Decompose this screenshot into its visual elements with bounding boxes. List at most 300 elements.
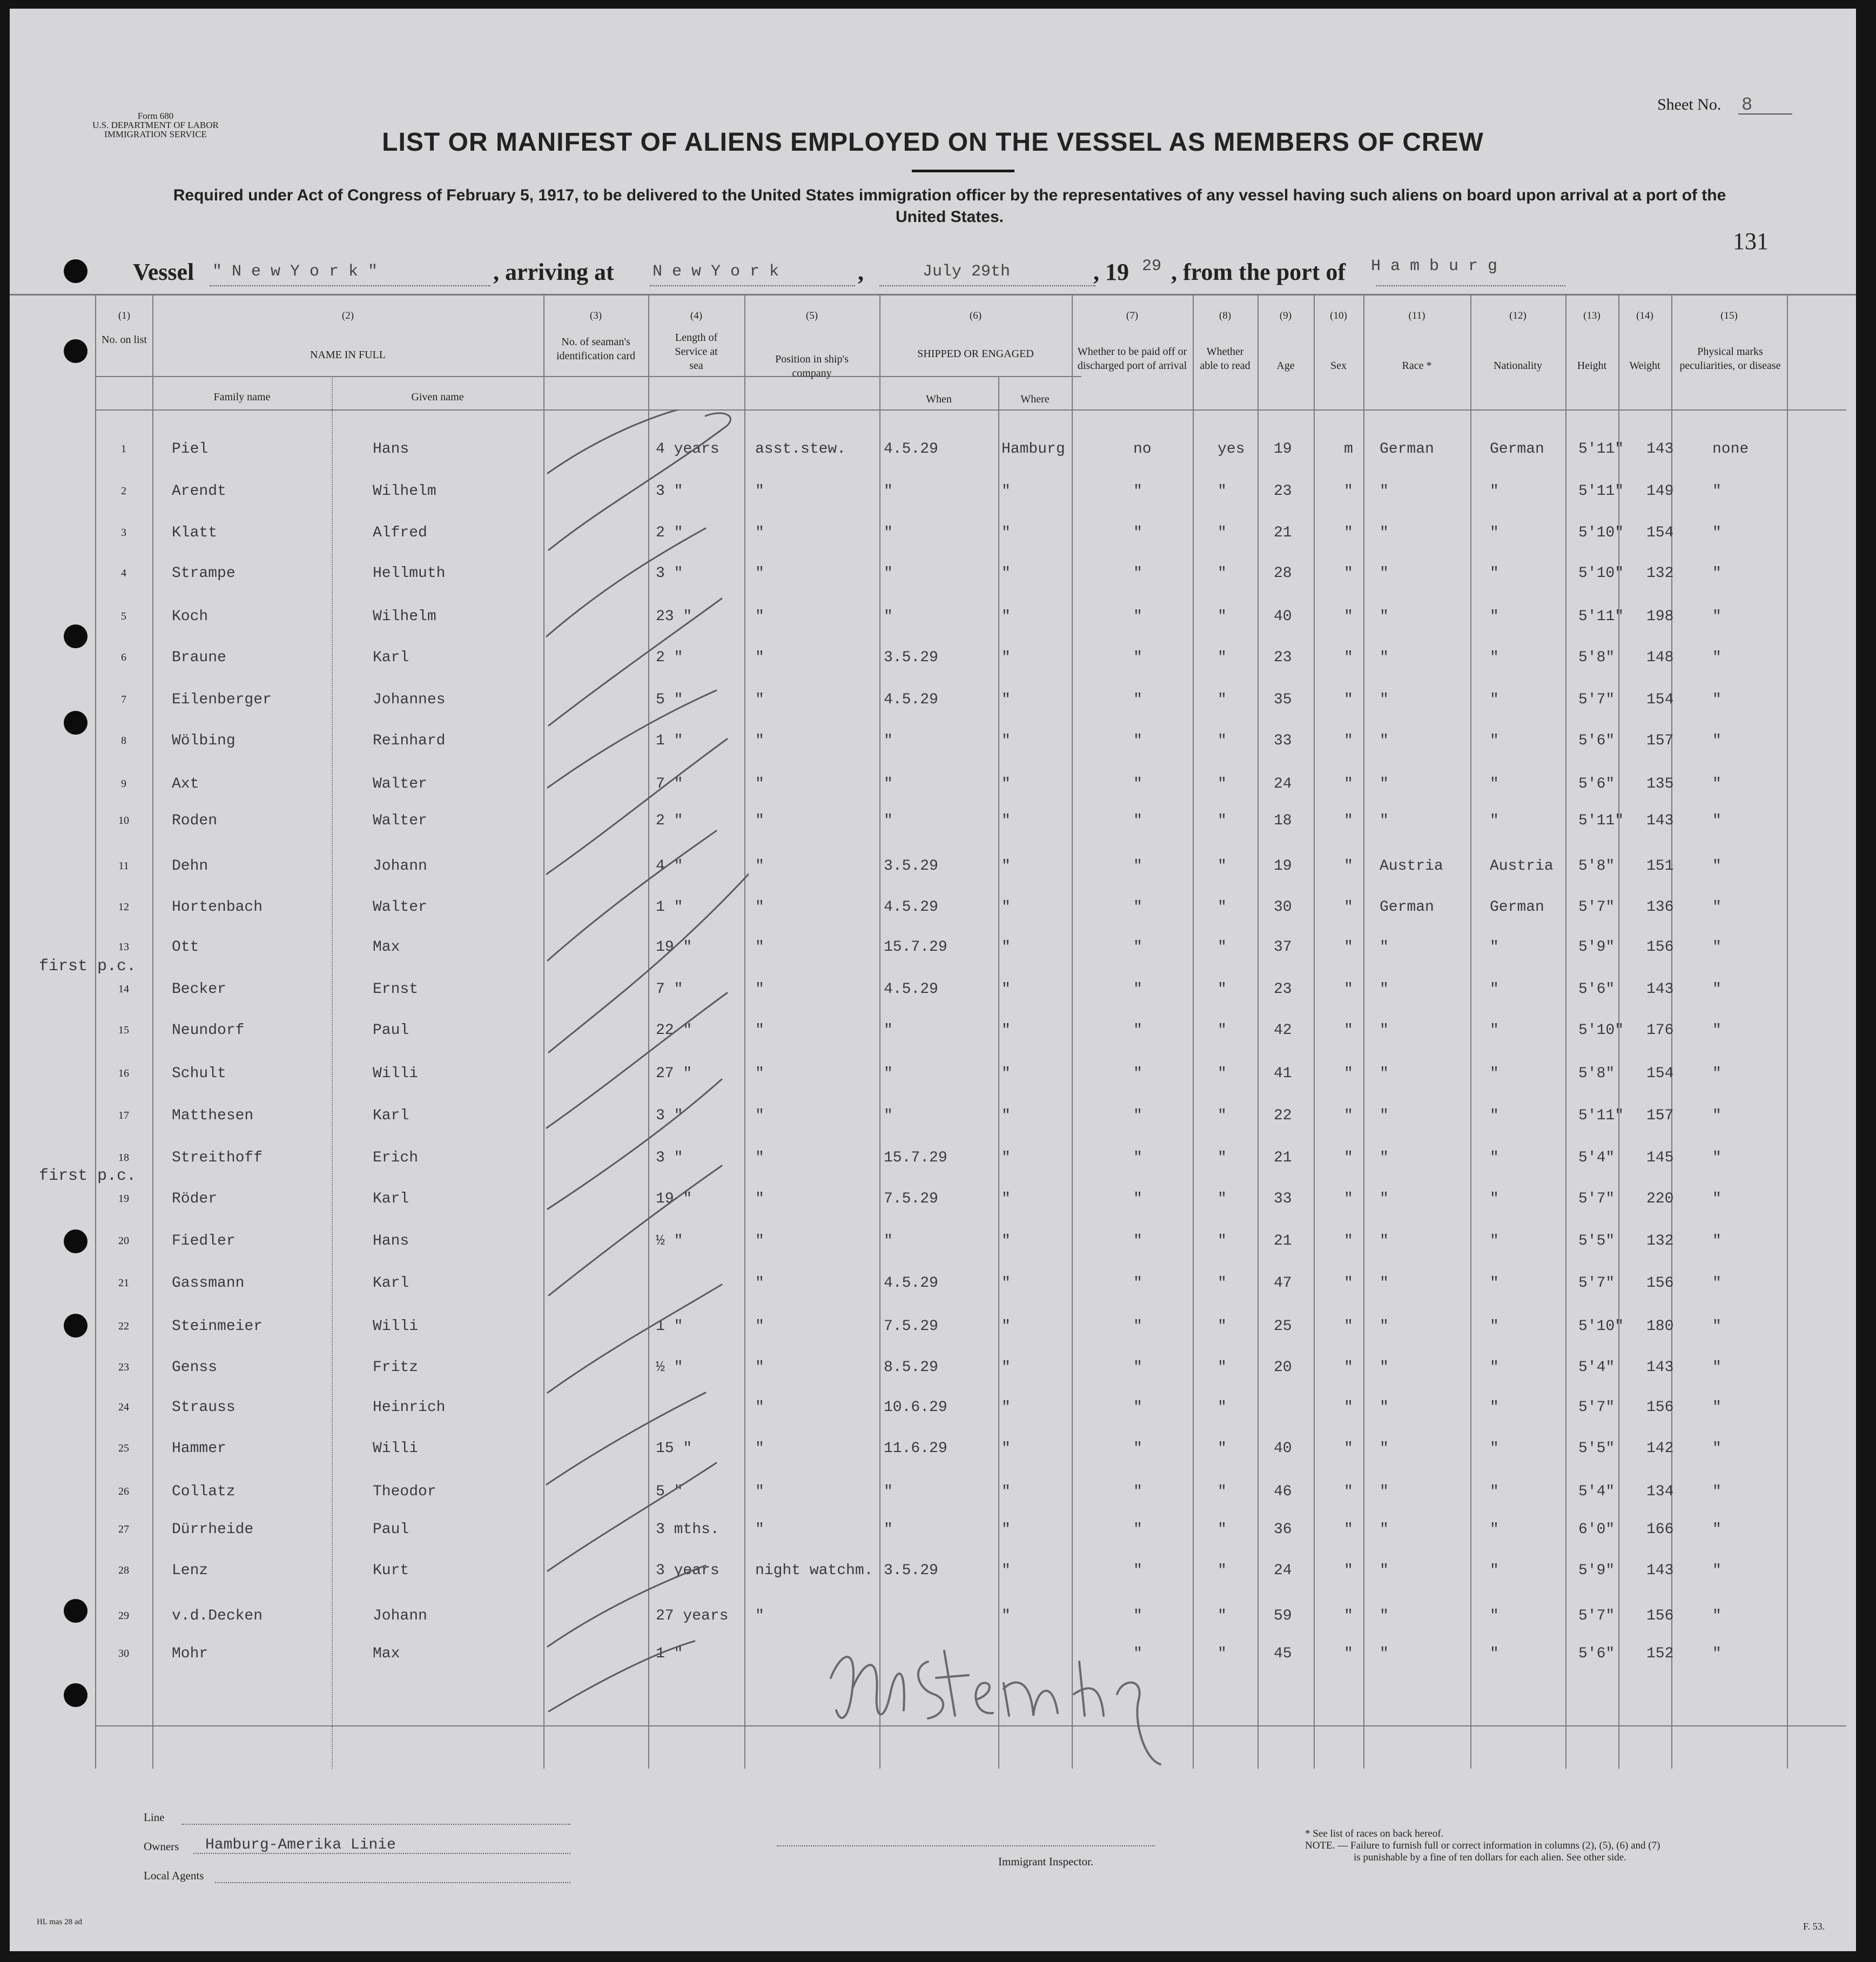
- cell-paid: ": [1133, 858, 1142, 875]
- sheet-number: [1657, 95, 1752, 116]
- cell-marks: ": [1712, 1440, 1722, 1457]
- cell-age: 33: [1274, 1191, 1292, 1207]
- cell-marks: ": [1712, 483, 1722, 500]
- arriving-port: N e w Y o r k: [653, 263, 779, 281]
- cell-nationality: ": [1490, 691, 1499, 708]
- cell-marks: ": [1712, 899, 1722, 916]
- cell-weight: 220: [1646, 1191, 1674, 1207]
- cell-position: ": [755, 939, 764, 956]
- cell-given: Hans: [373, 1233, 409, 1249]
- pencil-check-marks: [543, 409, 749, 1728]
- cell-weight: 143: [1646, 981, 1674, 998]
- cell-service: 3 ": [656, 483, 683, 500]
- form-code-left: HL mas 28 ad: [37, 1918, 83, 1926]
- cell-marks: ": [1712, 1608, 1722, 1624]
- cell-nationality: ": [1490, 1318, 1499, 1335]
- cell-age: 59: [1274, 1608, 1292, 1624]
- cell-service: 4 years: [656, 441, 720, 458]
- cell-where: ": [1001, 1399, 1011, 1416]
- cell-family: Neundorf: [172, 1022, 245, 1039]
- cell-nationality: German: [1490, 899, 1544, 916]
- cell-service: ½ ": [656, 1359, 683, 1376]
- row-number: 18: [118, 1152, 129, 1164]
- manifest-sheet: Form 680 U.S. DEPARTMENT OF LABOR IMMIGRATION SERVICE Sheet No. 8 LIST OR MANIFEST OF ALIENS EMPLOYED ON THE VESSEL AS MEMBERS OF CREW Required under Act of Congress of February 5, 1917, to be delivered to the United States immigration officer by the representatives of any vessel having such aliens on board upon arrival at a port of the United States. 131 Vessel " N e w Y o r k " , arriving at N e w Y o r k , July 29th , 19 29 , from the port of H a m b u r g (1) (2) (3) (4) (5) (6) (7) (8) (9) (10) (11) (12) (13) (14) (15) No. on list NAME IN FULL Family name Given name No. of seaman's identification card Length of Service at sea Position in ship's company SHIPPED OR ENGAGED When Where Whether to be paid off or discharged port of arrival Whether able to read Age Sex Race * Nationality Height Weight Physical marks peculiarities, or disease 1 Piel Hans 4 years asst.stew. 4.5.29 Hamburg no yes 19 m German German 5'11" 143 none 2 Arendt Wilhelm 3 " " " " " " 23 " " " 5'11" 149 " 3 Klatt Alfred 2 " " " " " " 21 " " " 5'10" 154 " 4 Strampe Hellmuth 3 " " " " " " 28 " " " 5'10" 132 " 5 Koch Wilhelm 23 " " " " " " 40 " " " 5'11" 198 " 6 Braune Karl 2 " " 3.5.29 " " " 23 " " " 5'8" 148 " 7 Eilenberger Johannes 5 " " 4.5.29 " " " 35 " " " 5'7" 154 " 8 Wölbing Reinhard 1 " " " " " " 33 " " " 5'6" 157 " 9 Axt Walter 7 " " " " " " 24 " " " 5'6" 135 " 10 Roden Walter 2 " " " " " " 18 " " " 5'11" 143 " 11 Dehn Johann 4 " " 3.5.29 " " " 19 " Austria Austria 5'8" 151 " 12 Hortenbach Walter 1 " " 4.5.29 " " " 30 " German German 5'7" 136 " 13 Ott Max 19 " " 15.7.29 " " " 37 " " " 5'9" 156 " 14 Becker Ernst 7 " " 4.5.29 " " " 23 " " " 5'6" 143 " 15 Neundorf Paul 22 " " " " " " 42 " " " 5'10" 176 " 16 Schult Willi 27 " " " " " " 41 " " " 5'8" 154 " 17 Matthesen Karl 3 " " " " " " 22 " " " 5'11" 157 " 18 Streithoff Erich 3 " " 15.7.29 " " " 21 " " " 5'4" 145 " 19 Röder Karl 19 " " 7.5.29 " " " 33 " " " 5'7" 220 " 20 Fiedler Hans ½ " " " " " " 21 " " " 5'5" 132 " 21 Gassmann Karl " 4.5.29 " " " 47 " " " 5'7" 156 " 22 Steinmeier Willi 1 " " 7.5.29 " " " 25 " " " 5'10" 180 " 23 Genss Fritz ½ " " 8.5.29 " " " 20 " " " 5'4" 143 " 24 Strauss Heinrich " 10.6.29 " " " " " " 5'7" 156 " 25 Hammer Willi 15 " " 11.6.29 " " " 40 " " " 5'5" 142 " 26 Collatz Theodor 5 " " " " " " 46 " " " 5'4" 134 " 27 Dürrheide Paul 3 mths. " " " " " 36 " " " 6'0" 166 " 28 Lenz Kurt 3 years night watchm. 3.5.29 " " " 24 " " " 5'9" 143 " 29 v.d.Decken Johann 27 years " " " " 59 " " " 5'7" 156 " 30 Mohr Max 1 " " " 45 " " " 5'6" 152 " first p.c. first p.c. Line Owners Hamburg-Amerika Linie Local Agents Immigrant Inspector. * See list of races on back hereof. NOTE. — Failure to furnish full or correct information in columns (2), (5), (6) and (7) is punishable by a fine of ten dollars for each alien. See other side. HL mas 28 ad F. 53.: [10, 9, 1856, 1951]
- cell-weight: 157: [1646, 733, 1674, 749]
- header-name-in-full: NAME IN FULL: [310, 349, 386, 361]
- service-name: IMMIGRATION SERVICE: [104, 129, 207, 139]
- fine-note: is punishable by a fine of ten dollars for each alien. See other side.: [1354, 1852, 1626, 1863]
- cell-when: 4.5.29: [884, 899, 938, 916]
- punch-hole: [64, 1229, 88, 1253]
- cell-when: ": [884, 776, 893, 792]
- cell-family: Piel: [172, 441, 209, 458]
- cell-age: 23: [1274, 981, 1292, 998]
- cell-service: 7 ": [656, 981, 683, 998]
- cell-given: Willi: [373, 1318, 419, 1335]
- cell-sex: ": [1344, 858, 1353, 875]
- header-nationality: Nationality: [1494, 360, 1542, 372]
- cell-weight: 143: [1646, 1359, 1674, 1376]
- cell-age: 40: [1274, 608, 1292, 625]
- cell-weight: 143: [1646, 441, 1674, 458]
- cell-given: Karl: [373, 1191, 409, 1207]
- cell-marks: ": [1712, 812, 1722, 829]
- cell-paid: ": [1133, 483, 1142, 500]
- row-number: 27: [118, 1523, 129, 1535]
- cell-where: ": [1001, 1318, 1011, 1335]
- cell-nationality: ": [1490, 812, 1499, 829]
- year-suffix: 29: [1142, 257, 1162, 276]
- cell-paid: ": [1133, 1233, 1142, 1249]
- cell-when: 4.5.29: [884, 691, 938, 708]
- cell-sex: ": [1344, 776, 1353, 792]
- sheet-number-label: Sheet No.: [1657, 96, 1722, 113]
- cell-family: Streithoff: [172, 1150, 263, 1166]
- cell-nationality: ": [1490, 1521, 1499, 1538]
- cell-nationality: ": [1490, 981, 1499, 998]
- cell-nationality: ": [1490, 483, 1499, 500]
- header-when: When: [926, 393, 952, 405]
- cell-when: 15.7.29: [884, 1150, 947, 1166]
- cell-race: ": [1380, 1399, 1389, 1416]
- vessel-name: " N e w Y o r k ": [212, 263, 378, 281]
- cell-sex: ": [1344, 483, 1353, 500]
- cell-height: 5'7": [1578, 1608, 1615, 1624]
- cell-sex: ": [1344, 1065, 1353, 1082]
- cell-position: ": [755, 1359, 764, 1376]
- cell-read: ": [1218, 1191, 1227, 1207]
- cell-given: Paul: [373, 1521, 409, 1538]
- title-rule: [912, 170, 1014, 172]
- sheet-number-value: 8: [1741, 95, 1753, 116]
- cell-height: 5'11": [1578, 441, 1624, 458]
- cell-weight: 154: [1646, 525, 1674, 541]
- cell-given: Walter: [373, 812, 427, 829]
- cell-weight: 134: [1646, 1483, 1674, 1500]
- cell-paid: ": [1133, 776, 1142, 792]
- margin-note: first p.c.: [39, 1167, 137, 1185]
- cell-read: ": [1218, 649, 1227, 666]
- cell-position: ": [755, 525, 764, 541]
- cell-where: ": [1001, 1065, 1011, 1082]
- cell-family: Strampe: [172, 565, 236, 582]
- arrival-date: July 29th: [923, 263, 1011, 281]
- cell-service: 23 ": [656, 608, 692, 625]
- cell-age: 24: [1274, 1562, 1292, 1579]
- cell-nationality: ": [1490, 776, 1499, 792]
- cell-marks: ": [1712, 565, 1722, 582]
- cell-given: Kurt: [373, 1562, 409, 1579]
- cell-read: ": [1218, 1318, 1227, 1335]
- cell-paid: ": [1133, 1645, 1142, 1662]
- vessel-label: Vessel: [133, 259, 194, 285]
- cell-given: Reinhard: [373, 733, 446, 749]
- cell-paid: ": [1133, 812, 1142, 829]
- header-sex: Sex: [1330, 360, 1347, 372]
- cell-marks: ": [1712, 1521, 1722, 1538]
- cell-position: ": [755, 733, 764, 749]
- header-height: Height: [1577, 360, 1607, 372]
- cell-where: ": [1001, 691, 1011, 708]
- cell-weight: 145: [1646, 1150, 1674, 1166]
- cell-family: Strauss: [172, 1399, 236, 1416]
- cell-sex: ": [1344, 608, 1353, 625]
- row-number: 12: [118, 901, 129, 913]
- cell-read: ": [1218, 1233, 1227, 1249]
- cell-sex: ": [1344, 1521, 1353, 1538]
- cell-where: ": [1001, 1107, 1011, 1124]
- cell-race: ": [1380, 981, 1389, 998]
- cell-marks: ": [1712, 1399, 1722, 1416]
- cell-weight: 149: [1646, 483, 1674, 500]
- cell-where: ": [1001, 1562, 1011, 1579]
- cell-read: ": [1218, 1440, 1227, 1457]
- cell-service: 2 ": [656, 812, 683, 829]
- header-position: Position in ship's company: [775, 353, 849, 379]
- cell-family: Ott: [172, 939, 199, 956]
- cell-service: 1 ": [656, 899, 683, 916]
- cell-nationality: ": [1490, 1065, 1499, 1082]
- cell-where: ": [1001, 608, 1011, 625]
- cell-sex: ": [1344, 691, 1353, 708]
- row-number: 6: [121, 651, 126, 663]
- cell-sex: ": [1344, 1440, 1353, 1457]
- cell-where: ": [1001, 1608, 1011, 1624]
- cell-height: 5'11": [1578, 812, 1624, 829]
- cell-when: ": [884, 1233, 893, 1249]
- cell-read: ": [1218, 733, 1227, 749]
- cell-height: 5'6": [1578, 776, 1615, 792]
- cell-position: ": [755, 483, 764, 500]
- cell-when: ": [884, 1022, 893, 1039]
- cell-position: ": [755, 1318, 764, 1335]
- cell-sex: ": [1344, 1107, 1353, 1124]
- row-number: 19: [118, 1193, 129, 1205]
- cell-race: ": [1380, 1608, 1389, 1624]
- cell-weight: 154: [1646, 1065, 1674, 1082]
- cell-age: 20: [1274, 1359, 1292, 1376]
- row-number: 10: [118, 815, 129, 827]
- cell-height: 5'7": [1578, 1191, 1615, 1207]
- form-code-right: F. 53.: [1803, 1921, 1825, 1932]
- cell-service: 19 ": [656, 939, 692, 956]
- cell-race: ": [1380, 1359, 1389, 1376]
- cell-when: ": [884, 812, 893, 829]
- cell-where: ": [1001, 733, 1011, 749]
- cell-given: Karl: [373, 1275, 409, 1292]
- inspector-signature: [820, 1629, 1198, 1770]
- cell-marks: ": [1712, 858, 1722, 875]
- cell-position: ": [755, 1191, 764, 1207]
- from-port: H a m b u r g: [1371, 257, 1498, 276]
- cell-paid: ": [1133, 1440, 1142, 1457]
- cell-height: 5'10": [1578, 1318, 1624, 1335]
- cell-height: 5'10": [1578, 565, 1624, 582]
- cell-when: 11.6.29: [884, 1440, 947, 1457]
- cell-read: ": [1218, 1645, 1227, 1662]
- cell-when: 15.7.29: [884, 939, 947, 956]
- cell-read: ": [1218, 1022, 1227, 1039]
- colnum-11: (11): [1408, 310, 1426, 321]
- from-port-label: , from the port of: [1171, 259, 1346, 285]
- cell-given: Willi: [373, 1065, 419, 1082]
- cell-weight: 132: [1646, 1233, 1674, 1249]
- cell-given: Johann: [373, 858, 427, 875]
- cell-height: 5'10": [1578, 1022, 1624, 1039]
- punch-hole: [64, 1599, 88, 1623]
- cell-where: ": [1001, 812, 1011, 829]
- cell-sex: ": [1344, 1318, 1353, 1335]
- cell-where: ": [1001, 525, 1011, 541]
- cell-nationality: ": [1490, 1645, 1499, 1662]
- cell-given: Hans: [373, 441, 409, 458]
- cell-sex: ": [1344, 1191, 1353, 1207]
- header-given-name: Given name: [411, 391, 464, 403]
- row-number: 21: [118, 1277, 129, 1289]
- cell-race: ": [1380, 1191, 1389, 1207]
- cell-given: Paul: [373, 1022, 409, 1039]
- colnum-12: (12): [1509, 310, 1527, 321]
- cell-race: ": [1380, 1065, 1389, 1082]
- cell-age: 35: [1274, 691, 1292, 708]
- punch-hole: [64, 624, 88, 648]
- line-label: Line: [144, 1811, 165, 1824]
- cell-when: ": [884, 1483, 893, 1500]
- cell-paid: ": [1133, 1191, 1142, 1207]
- cell-nationality: ": [1490, 1399, 1499, 1416]
- cell-given: Karl: [373, 649, 409, 666]
- header-shipped: SHIPPED OR ENGAGED: [917, 348, 1034, 360]
- cell-paid: ": [1133, 649, 1142, 666]
- colnum-5: (5): [805, 310, 818, 321]
- cell-family: Fiedler: [172, 1233, 236, 1249]
- page-subtitle: Required under Act of Congress of February 5, 1917, to be delivered to the United States immigration officer by the representatives of any vessel having such aliens on board upon arrival at a port of the United States.: [173, 186, 1726, 226]
- cell-where: ": [1001, 1233, 1011, 1249]
- cell-height: 5'5": [1578, 1440, 1615, 1457]
- cell-height: 5'7": [1578, 1399, 1615, 1416]
- cell-marks: ": [1712, 1483, 1722, 1500]
- cell-service: 5 ": [656, 691, 683, 708]
- cell-age: 45: [1274, 1645, 1292, 1662]
- colnum-4: (4): [690, 310, 703, 321]
- row-number: 13: [118, 941, 129, 953]
- cell-height: 5'10": [1578, 525, 1624, 541]
- cell-age: 46: [1274, 1483, 1292, 1500]
- cell-position: ": [755, 1022, 764, 1039]
- cell-family: Schult: [172, 1065, 226, 1082]
- cell-when: 10.6.29: [884, 1399, 947, 1416]
- page-title: LIST OR MANIFEST OF ALIENS EMPLOYED ON THE VESSEL AS MEMBERS OF CREW: [382, 128, 1484, 157]
- cell-family: Becker: [172, 981, 226, 998]
- cell-race: ": [1380, 649, 1389, 666]
- cell-age: 36: [1274, 1521, 1292, 1538]
- cell-read: ": [1218, 525, 1227, 541]
- cell-nationality: ": [1490, 1562, 1499, 1579]
- cell-weight: 157: [1646, 1107, 1674, 1124]
- cell-given: Fritz: [373, 1359, 419, 1376]
- cell-when: 8.5.29: [884, 1359, 938, 1376]
- punch-hole: [64, 339, 88, 363]
- cell-family: Mohr: [172, 1645, 209, 1662]
- cell-sex: ": [1344, 1608, 1353, 1624]
- colnum-14: (14): [1636, 310, 1653, 321]
- cell-paid: ": [1133, 1562, 1142, 1579]
- cell-where: ": [1001, 1440, 1011, 1457]
- cell-where: ": [1001, 1275, 1011, 1292]
- cell-race: ": [1380, 939, 1389, 956]
- cell-paid: ": [1133, 691, 1142, 708]
- cell-service: 27 ": [656, 1065, 692, 1082]
- cell-read: ": [1218, 1399, 1227, 1416]
- cell-sex: ": [1344, 565, 1353, 582]
- cell-where: ": [1001, 1483, 1011, 1500]
- cell-sex: ": [1344, 525, 1353, 541]
- cell-age: 37: [1274, 939, 1292, 956]
- cell-age: 24: [1274, 776, 1292, 792]
- cell-marks: ": [1712, 1359, 1722, 1376]
- cell-age: 21: [1274, 1150, 1292, 1166]
- cell-sex: ": [1344, 899, 1353, 916]
- cell-service: 15 ": [656, 1440, 692, 1457]
- cell-service: 22 ": [656, 1022, 692, 1039]
- cell-where: ": [1001, 565, 1011, 582]
- cell-marks: ": [1712, 981, 1722, 998]
- cell-age: 19: [1274, 441, 1292, 458]
- cell-race: ": [1380, 1562, 1389, 1579]
- year-prefix: , 19: [1093, 259, 1129, 285]
- cell-nationality: ": [1490, 1440, 1499, 1457]
- cell-age: 22: [1274, 1107, 1292, 1124]
- cell-service: 1 ": [656, 1318, 683, 1335]
- cell-position: ": [755, 776, 764, 792]
- cell-given: Alfred: [373, 525, 427, 541]
- cell-marks: ": [1712, 1191, 1722, 1207]
- cell-paid: ": [1133, 608, 1142, 625]
- cell-position: ": [755, 1440, 764, 1457]
- cell-read: ": [1218, 899, 1227, 916]
- cell-where: ": [1001, 1022, 1011, 1039]
- cell-race: ": [1380, 1483, 1389, 1500]
- cell-read: ": [1218, 939, 1227, 956]
- cell-nationality: ": [1490, 1359, 1499, 1376]
- cell-weight: 166: [1646, 1521, 1674, 1538]
- cell-read: ": [1218, 1483, 1227, 1500]
- cell-height: 5'11": [1578, 608, 1624, 625]
- cell-family: Genss: [172, 1359, 218, 1376]
- cell-paid: ": [1133, 1318, 1142, 1335]
- cell-position: ": [755, 1521, 764, 1538]
- cell-family: Axt: [172, 776, 199, 792]
- cell-race: ": [1380, 608, 1389, 625]
- cell-service: 2 ": [656, 525, 683, 541]
- cell-position: ": [755, 1233, 764, 1249]
- cell-paid: ": [1133, 1608, 1142, 1624]
- cell-weight: 135: [1646, 776, 1674, 792]
- row-number: 20: [118, 1235, 129, 1247]
- cell-weight: 156: [1646, 1608, 1674, 1624]
- colnum-8: (8): [1219, 310, 1232, 321]
- header-physical-marks: Physical marks peculiarities, or disease: [1679, 346, 1781, 372]
- cell-given: Heinrich: [373, 1399, 446, 1416]
- cell-when: 7.5.29: [884, 1318, 938, 1335]
- cell-paid: no: [1133, 441, 1152, 458]
- cell-sex: ": [1344, 981, 1353, 998]
- cell-nationality: ": [1490, 525, 1499, 541]
- cell-given: Hellmuth: [373, 565, 446, 582]
- cell-family: Eilenberger: [172, 691, 272, 708]
- cell-paid: ": [1133, 899, 1142, 916]
- cell-read: ": [1218, 608, 1227, 625]
- cell-height: 5'6": [1578, 1645, 1615, 1662]
- cell-height: 5'11": [1578, 483, 1624, 500]
- cell-family: Dürrheide: [172, 1521, 254, 1538]
- cell-height: 5'9": [1578, 939, 1615, 956]
- cell-when: ": [884, 1107, 893, 1124]
- cell-service: 3 ": [656, 1107, 683, 1124]
- cell-read: ": [1218, 483, 1227, 500]
- cell-age: 28: [1274, 565, 1292, 582]
- cell-given: Max: [373, 939, 400, 956]
- cell-given: Johannes: [373, 691, 446, 708]
- cell-read: ": [1218, 812, 1227, 829]
- cell-read: ": [1218, 1275, 1227, 1292]
- cell-family: Gassmann: [172, 1275, 245, 1292]
- cell-where: ": [1001, 1150, 1011, 1166]
- cell-where: ": [1001, 1521, 1011, 1538]
- department-name: U.S. DEPARTMENT OF LABOR: [92, 120, 219, 130]
- cell-race: ": [1380, 812, 1389, 829]
- cell-paid: ": [1133, 565, 1142, 582]
- row-number: 8: [121, 735, 126, 747]
- cell-marks: ": [1712, 939, 1722, 956]
- cell-position: ": [755, 981, 764, 998]
- cell-height: 5'8": [1578, 858, 1615, 875]
- cell-read: ": [1218, 858, 1227, 875]
- cell-paid: ": [1133, 1399, 1142, 1416]
- cell-position: ": [755, 1065, 764, 1082]
- cell-when: 3.5.29: [884, 1562, 938, 1579]
- cell-position: night watchm.: [755, 1562, 873, 1579]
- cell-nationality: ": [1490, 1275, 1499, 1292]
- cell-height: 5'7": [1578, 1275, 1615, 1292]
- cell-paid: ": [1133, 1275, 1142, 1292]
- cell-position: asst.stew.: [755, 441, 846, 458]
- cell-family: Hammer: [172, 1440, 226, 1457]
- cell-weight: 154: [1646, 691, 1674, 708]
- cell-height: 5'11": [1578, 1107, 1624, 1124]
- cell-race: ": [1380, 1440, 1389, 1457]
- colnum-3: (3): [589, 310, 602, 321]
